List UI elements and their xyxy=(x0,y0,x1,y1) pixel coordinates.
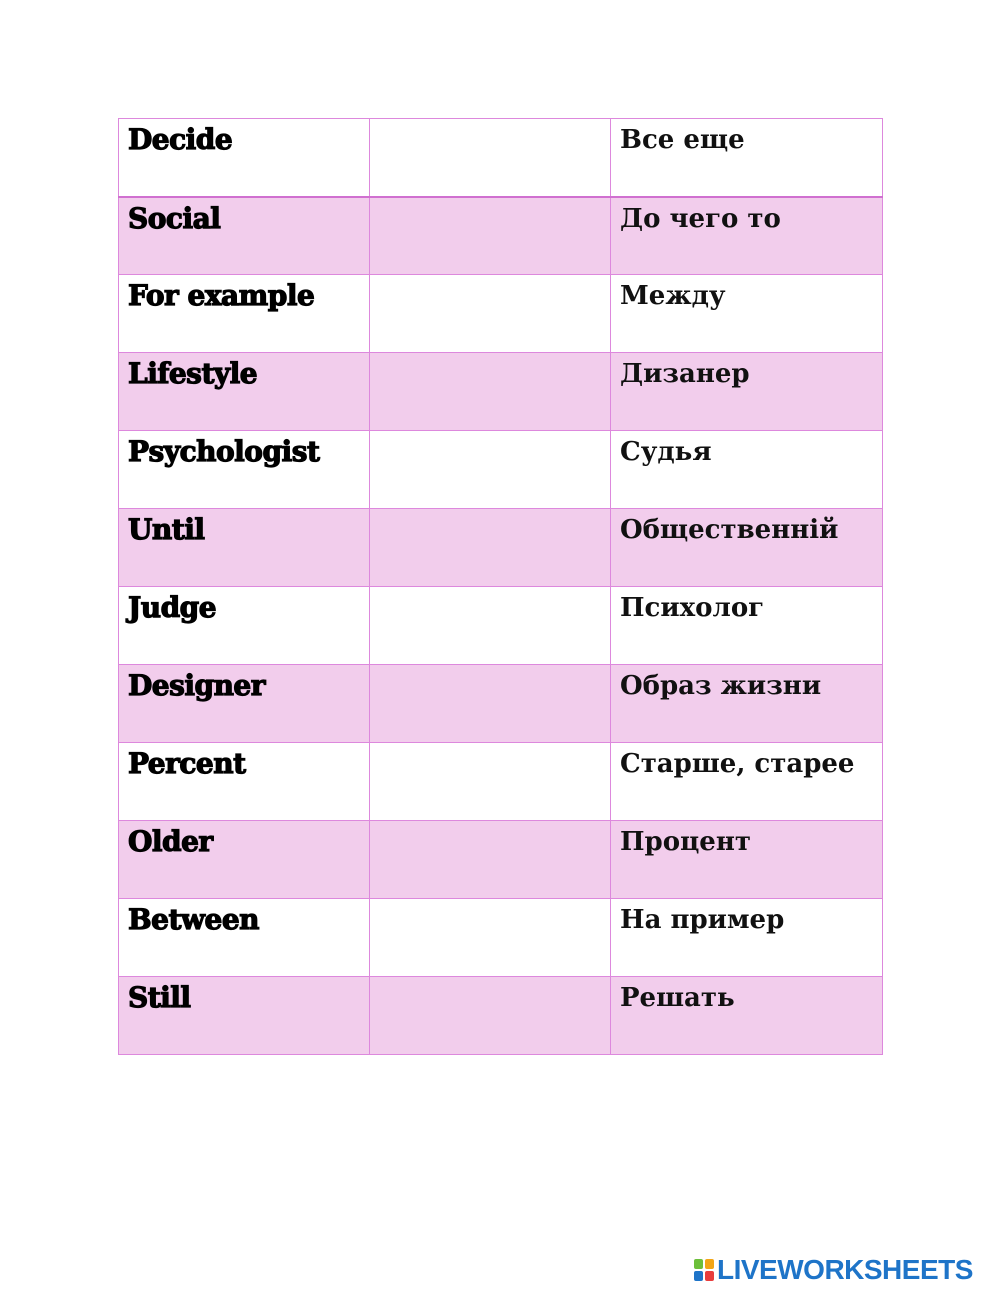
answer-slot[interactable] xyxy=(370,431,610,508)
english-word-cell xyxy=(119,353,370,431)
table-row xyxy=(119,665,883,743)
english-word-cell xyxy=(119,509,370,587)
answer-slot[interactable] xyxy=(370,587,610,664)
russian-word: Между xyxy=(620,281,726,311)
table-row xyxy=(119,353,883,431)
table-row xyxy=(119,899,883,977)
russian-word-cell xyxy=(611,119,883,197)
answer-cell[interactable] xyxy=(370,119,611,197)
answer-cell[interactable] xyxy=(370,509,611,587)
russian-word: Старше, старее xyxy=(620,749,855,779)
answer-cell[interactable] xyxy=(370,665,611,743)
vocabulary-table-body xyxy=(119,119,883,1055)
russian-word-cell xyxy=(611,431,883,509)
english-word-cell xyxy=(119,431,370,509)
russian-word-cell xyxy=(611,899,883,977)
russian-word-cell xyxy=(611,353,883,431)
answer-slot[interactable] xyxy=(370,119,610,196)
english-word: Percent xyxy=(128,747,246,780)
answer-cell[interactable] xyxy=(370,977,611,1055)
answer-slot[interactable] xyxy=(370,198,610,275)
answer-slot[interactable] xyxy=(370,665,610,742)
russian-word: До чего то xyxy=(620,203,781,234)
liveworksheets-logo-icon xyxy=(693,1258,715,1282)
answer-cell[interactable] xyxy=(370,821,611,899)
russian-word: Судья xyxy=(620,437,712,467)
english-word: Judge xyxy=(128,591,217,624)
russian-word-cell xyxy=(611,587,883,665)
english-word-cell xyxy=(119,119,370,197)
table-row xyxy=(119,275,883,353)
english-word: Decide xyxy=(128,123,233,156)
answer-cell[interactable] xyxy=(370,743,611,821)
english-word-cell xyxy=(119,197,370,275)
answer-cell[interactable] xyxy=(370,431,611,509)
russian-word-cell xyxy=(611,977,883,1055)
english-word: Still xyxy=(128,981,191,1014)
russian-word: Психолог xyxy=(620,593,765,623)
russian-word: Общественній xyxy=(620,515,839,545)
table-row xyxy=(119,119,883,197)
english-word-cell xyxy=(119,743,370,821)
russian-word-cell xyxy=(611,275,883,353)
liveworksheets-logo xyxy=(693,1255,973,1285)
english-word: Older xyxy=(128,825,213,858)
english-word: For example xyxy=(128,279,315,312)
english-word-cell xyxy=(119,587,370,665)
russian-word: На пример xyxy=(620,905,785,935)
answer-cell[interactable] xyxy=(370,197,611,275)
russian-word-cell xyxy=(611,665,883,743)
english-word: Between xyxy=(128,903,260,936)
answer-slot[interactable] xyxy=(370,353,610,430)
russian-word-cell xyxy=(611,197,883,275)
answer-cell[interactable] xyxy=(370,587,611,665)
english-word: Lifestyle xyxy=(128,357,258,390)
table-row xyxy=(119,431,883,509)
english-word-cell xyxy=(119,977,370,1055)
answer-cell[interactable] xyxy=(370,353,611,431)
russian-word: Процент xyxy=(620,827,751,857)
answer-slot[interactable] xyxy=(370,743,610,820)
russian-word-cell xyxy=(611,743,883,821)
table-row xyxy=(119,587,883,665)
answer-cell[interactable] xyxy=(370,275,611,353)
answer-slot[interactable] xyxy=(370,899,610,976)
english-word: Designer xyxy=(128,669,265,702)
russian-word: Образ жизни xyxy=(620,671,822,701)
table-row xyxy=(119,509,883,587)
answer-slot[interactable] xyxy=(370,977,610,1054)
answer-slot[interactable] xyxy=(370,509,610,586)
vocabulary-table xyxy=(118,118,883,1055)
english-word: Psychologist xyxy=(128,435,320,468)
english-word: Social xyxy=(128,201,221,235)
table-row xyxy=(119,743,883,821)
english-word-cell xyxy=(119,821,370,899)
english-word: Until xyxy=(128,513,205,546)
russian-word-cell xyxy=(611,821,883,899)
english-word-cell xyxy=(119,899,370,977)
logo-text: LIVEWORKSHEETS xyxy=(717,1254,973,1285)
table-row xyxy=(119,197,883,275)
answer-cell[interactable] xyxy=(370,899,611,977)
russian-word-cell xyxy=(611,509,883,587)
english-word-cell xyxy=(119,665,370,743)
russian-word: Решать xyxy=(620,983,735,1013)
russian-word: Дизанер xyxy=(620,359,750,389)
table-row xyxy=(119,821,883,899)
english-word-cell xyxy=(119,275,370,353)
answer-slot[interactable] xyxy=(370,821,610,898)
russian-word: Все еще xyxy=(620,125,745,155)
answer-slot[interactable] xyxy=(370,275,610,352)
table-row xyxy=(119,977,883,1055)
